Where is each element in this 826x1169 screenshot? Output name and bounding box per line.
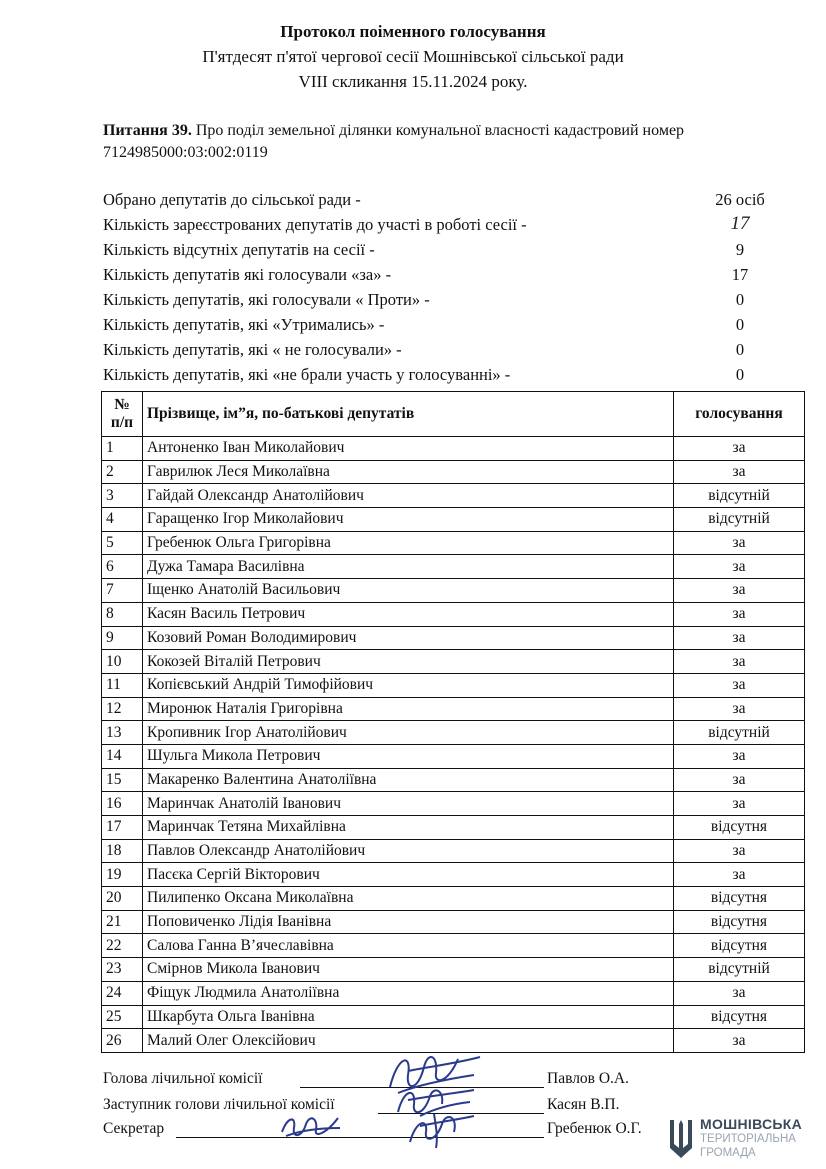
vote-result: відсутня bbox=[674, 910, 805, 934]
deputy-name: Фіщук Людмила Анатоліївна bbox=[143, 981, 674, 1005]
table-row bbox=[102, 910, 805, 934]
vote-result: за bbox=[674, 555, 805, 579]
table-row bbox=[102, 531, 805, 555]
row-number: 8 bbox=[102, 602, 143, 626]
table-row bbox=[102, 768, 805, 792]
stat-label: Кількість депутатів, які « не голосували» - bbox=[103, 340, 402, 359]
row-number: 7 bbox=[102, 579, 143, 603]
stat-value-handwritten: 17 bbox=[730, 213, 750, 234]
vote-result: за bbox=[674, 626, 805, 650]
vote-result: відсутній bbox=[674, 958, 805, 982]
vote-result: відсутня bbox=[674, 1005, 805, 1029]
vote-result: відсутній bbox=[674, 484, 805, 508]
secretary-name: Гребенюк О.Г. bbox=[547, 1120, 642, 1137]
stat-label: Обрано депутатів до сільської ради - bbox=[103, 190, 361, 209]
row-number: 1 bbox=[102, 437, 143, 461]
table-row bbox=[102, 650, 805, 674]
vote-result: за bbox=[674, 981, 805, 1005]
logo-line1: МОШНІВСЬКА bbox=[700, 1116, 803, 1132]
stat-label: Кількість депутатів, які «не брали участь у голосуванні» - bbox=[103, 365, 511, 384]
table-row bbox=[102, 744, 805, 768]
deputy-name: Кропивник Ігор Анатолійович bbox=[143, 721, 674, 745]
deputy-name: Касян Василь Петрович bbox=[143, 602, 674, 626]
convocation-line: VIII скликання 15.11.2024 року. bbox=[298, 72, 528, 91]
deputy-name: Гаврилюк Леся Миколаївна bbox=[143, 460, 674, 484]
row-number: 15 bbox=[102, 768, 143, 792]
table-row bbox=[102, 839, 805, 863]
deputy-name: Гребенюк Ольга Григорівна bbox=[143, 531, 674, 555]
row-number: 22 bbox=[102, 934, 143, 958]
stat-value: 26 осіб bbox=[715, 190, 765, 209]
vote-result: відсутній bbox=[674, 508, 805, 532]
table-row bbox=[102, 863, 805, 887]
stat-label: Кількість депутатів, які «Утримались» - bbox=[103, 315, 385, 334]
stat-label: Кількість депутатів які голосували «за» - bbox=[103, 265, 392, 284]
table-row bbox=[102, 981, 805, 1005]
deputy-name: Копієвський Андрій Тимофійович bbox=[143, 673, 674, 697]
table-row bbox=[102, 1005, 805, 1029]
deputy-name: Павлов Олександр Анатолійович bbox=[143, 839, 674, 863]
table-row bbox=[102, 792, 805, 816]
row-number: 2 bbox=[102, 460, 143, 484]
secretary-label: Секретар bbox=[103, 1120, 165, 1137]
row-number: 18 bbox=[102, 839, 143, 863]
row-number: 13 bbox=[102, 721, 143, 745]
session-line: П'ятдесят п'ятої чергової сесії Мошнівської сільської ради bbox=[202, 47, 624, 66]
row-number: 12 bbox=[102, 697, 143, 721]
vote-result: відсутня bbox=[674, 816, 805, 840]
table-row bbox=[102, 673, 805, 697]
vote-result: за bbox=[674, 602, 805, 626]
stat-value: 0 bbox=[735, 290, 745, 309]
col-vote-header: голосування bbox=[674, 392, 805, 437]
row-number: 25 bbox=[102, 1005, 143, 1029]
vote-result: відсутній bbox=[674, 721, 805, 745]
vice-chair-name: Касян В.П. bbox=[547, 1096, 620, 1113]
vote-result: за bbox=[674, 863, 805, 887]
deputy-name: Маринчак Анатолій Іванович bbox=[143, 792, 674, 816]
deputy-name: Смірнов Микола Іванович bbox=[143, 958, 674, 982]
trident-icon bbox=[668, 1118, 694, 1160]
vote-result: за bbox=[674, 437, 805, 461]
row-number: 6 bbox=[102, 555, 143, 579]
table-row bbox=[102, 579, 805, 603]
row-number: 16 bbox=[102, 792, 143, 816]
row-number: 24 bbox=[102, 981, 143, 1005]
vote-result: за bbox=[674, 768, 805, 792]
deputy-name: Салова Ганна В’ячеславівна bbox=[143, 934, 674, 958]
vote-result: за bbox=[674, 531, 805, 555]
stat-label: Кількість депутатів, які голосували « Проти» - bbox=[103, 290, 430, 309]
vote-result: за bbox=[674, 697, 805, 721]
vote-result: за bbox=[674, 1029, 805, 1053]
vote-result: за bbox=[674, 460, 805, 484]
vote-result: за bbox=[674, 650, 805, 674]
deputy-name: Антоненко Іван Миколайович bbox=[143, 437, 674, 461]
row-number: 23 bbox=[102, 958, 143, 982]
commission-chair-label: Голова лічильної комісії bbox=[103, 1070, 263, 1087]
table-row bbox=[102, 626, 805, 650]
deputy-name: Кокозей Віталій Петрович bbox=[143, 650, 674, 674]
table-row bbox=[102, 508, 805, 532]
row-number: 5 bbox=[102, 531, 143, 555]
community-logo bbox=[668, 1116, 808, 1164]
stat-value: 9 bbox=[735, 240, 745, 259]
table-row bbox=[102, 697, 805, 721]
row-number: 11 bbox=[102, 673, 143, 697]
deputy-name: Гаращенко Ігор Миколайович bbox=[143, 508, 674, 532]
stat-value: 0 bbox=[735, 365, 745, 384]
deputy-name: Маринчак Тетяна Михайлівна bbox=[143, 816, 674, 840]
deputy-name: Шкарбута Ольга Іванівна bbox=[143, 1005, 674, 1029]
deputy-name: Малий Олег Олексійович bbox=[143, 1029, 674, 1053]
stat-label: Кількість відсутніх депутатів на сесії - bbox=[103, 240, 375, 259]
table-row bbox=[102, 437, 805, 461]
commission-chair-name: Павлов О.А. bbox=[547, 1070, 630, 1087]
question bbox=[103, 120, 783, 164]
deputy-name: Поповиченко Лідія Іванівна bbox=[143, 910, 674, 934]
deputy-name: Пилипенко Оксана Миколаївна bbox=[143, 887, 674, 911]
deputy-name: Козовий Роман Володимирович bbox=[143, 626, 674, 650]
stat-value: 0 bbox=[735, 315, 745, 334]
row-number: 20 bbox=[102, 887, 143, 911]
row-number: 3 bbox=[102, 484, 143, 508]
table-row bbox=[102, 958, 805, 982]
deputy-name: Миронюк Наталія Григорівна bbox=[143, 697, 674, 721]
row-number: 19 bbox=[102, 863, 143, 887]
row-number: 4 bbox=[102, 508, 143, 532]
vice-chair-label: Заступник голови лічильної комісії bbox=[103, 1096, 335, 1113]
vote-result: за bbox=[674, 579, 805, 603]
row-number: 14 bbox=[102, 744, 143, 768]
stat-value: 0 bbox=[735, 340, 745, 359]
logo-line3: ГРОМАДА bbox=[700, 1147, 756, 1159]
signature-line bbox=[176, 1137, 544, 1138]
vote-result: за bbox=[674, 792, 805, 816]
stat-value: 17 bbox=[731, 265, 749, 284]
logo-line2: ТЕРИТОРІАЛЬНА bbox=[700, 1133, 796, 1145]
table-header-row bbox=[102, 392, 805, 437]
row-number: 17 bbox=[102, 816, 143, 840]
voting-table bbox=[101, 391, 805, 1053]
table-row bbox=[102, 816, 805, 840]
table-row bbox=[102, 934, 805, 958]
col-name-header: Прізвище, ім”я, по-батькові депутатів bbox=[143, 392, 674, 437]
deputy-name: Шульга Микола Петрович bbox=[143, 744, 674, 768]
deputy-name: Гайдай Олександр Анатолійович bbox=[143, 484, 674, 508]
vote-result: за bbox=[674, 839, 805, 863]
stat-label: Кількість зареєстрованих депутатів до участі в роботі сесії - bbox=[103, 215, 527, 234]
question-label: Питання 39. bbox=[103, 122, 192, 139]
table-row bbox=[102, 460, 805, 484]
row-number: 21 bbox=[102, 910, 143, 934]
deputy-name: Макаренко Валентина Анатоліївна bbox=[143, 768, 674, 792]
table-row bbox=[102, 484, 805, 508]
vote-result: за bbox=[674, 744, 805, 768]
question-text: Про поділ земельної ділянки комунальної власності кадастровий номер 7124985000:03:002:0119 bbox=[103, 122, 685, 161]
deputy-name: Іщенко Анатолій Васильович bbox=[143, 579, 674, 603]
deputy-name: Пасєка Сергій Вікторович bbox=[143, 863, 674, 887]
vote-result: відсутня bbox=[674, 934, 805, 958]
page-title: Протокол поіменного голосування bbox=[280, 22, 546, 41]
row-number: 9 bbox=[102, 626, 143, 650]
deputy-name: Дужа Тамара Василівна bbox=[143, 555, 674, 579]
vote-result: відсутня bbox=[674, 887, 805, 911]
table-row bbox=[102, 555, 805, 579]
vote-result: за bbox=[674, 673, 805, 697]
row-number: 26 bbox=[102, 1029, 143, 1053]
handwritten-signature bbox=[400, 1106, 480, 1152]
row-number: 10 bbox=[102, 650, 143, 674]
table-row bbox=[102, 887, 805, 911]
table-row bbox=[102, 602, 805, 626]
table-row bbox=[102, 721, 805, 745]
col-number-header: № п/п bbox=[102, 392, 143, 437]
handwritten-signature bbox=[276, 1108, 346, 1144]
